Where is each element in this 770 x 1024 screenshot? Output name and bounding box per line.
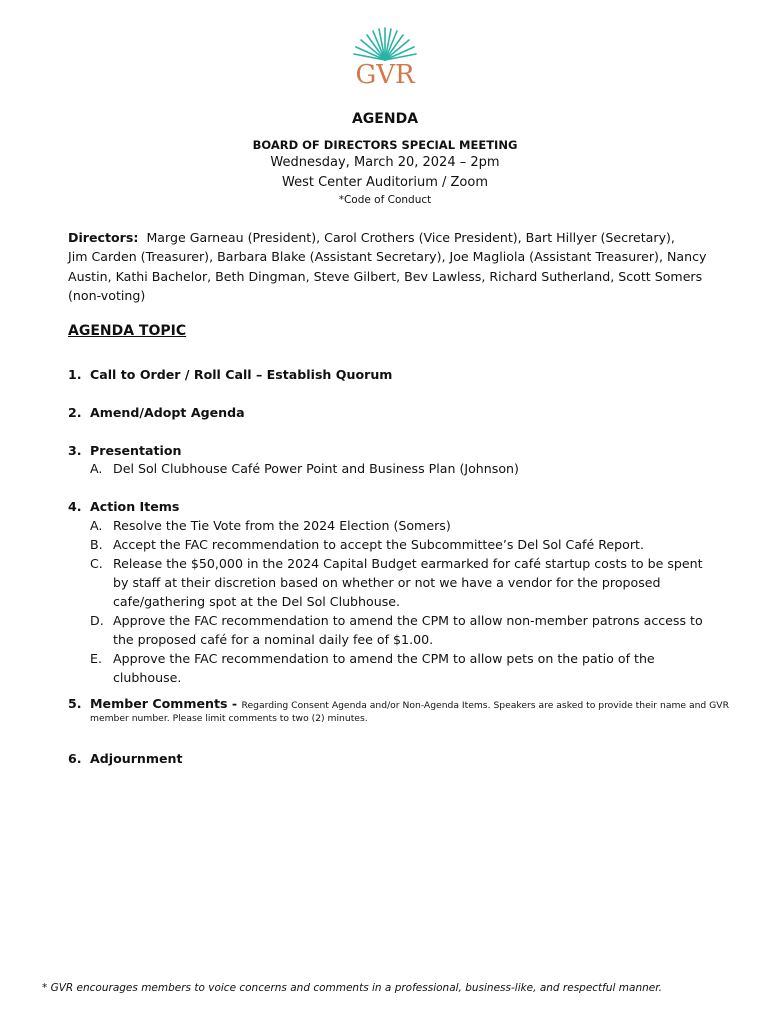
directors-line-2: Jim Carden (Treasurer), Barbara Blake (Assistant Secretary), Joe Magliola (Assistant Treasurer), Nancy (68, 249, 707, 265)
sub-item-4e (90, 649, 720, 687)
item-title: Action Items (90, 499, 180, 514)
agenda-item-6 (68, 749, 183, 768)
agenda-item-2 (68, 403, 245, 422)
sub-item-4d (90, 611, 720, 649)
agenda-topic-heading: AGENDA TOPIC (68, 323, 187, 339)
directors-line-4: (non-voting) (68, 287, 146, 303)
sub-item-text: Accept the FAC recommendation to accept the Subcommittee’s Del Sol Café Report. (113, 537, 644, 552)
item-title: Member Comments - (90, 696, 238, 711)
directors-line-1: Marge Garneau (President), Carol Crothers (Vice President), Bart Hillyer (Secretary), (146, 230, 675, 245)
item-number: 2. (68, 405, 82, 420)
member-comments-note: Regarding Consent Agenda and/or Non-Agenda Items. Speakers are asked to provide their name and GVR (241, 700, 729, 711)
sub-item-text: Del Sol Clubhouse Café Power Point and Business Plan (Johnson) (113, 461, 519, 476)
agenda-item-5 (68, 694, 748, 715)
meeting-name: BOARD OF DIRECTORS SPECIAL MEETING (252, 138, 518, 152)
item-number: 3. (68, 443, 82, 458)
item-title: Presentation (90, 443, 182, 458)
item-number: 5. (68, 696, 82, 711)
sub-item-letter: E. (90, 651, 102, 666)
sub-item-text: Resolve the Tie Vote from the 2024 Election (Somers) (113, 518, 451, 533)
item-title: Call to Order / Roll Call – Establish Quorum (90, 367, 393, 382)
item-title: Adjournment (90, 751, 183, 766)
member-comments-note-line-2: member number. Please limit comments to two (2) minutes. (90, 713, 368, 724)
agenda-item-3 (68, 441, 181, 460)
logo-text: GVR (355, 60, 415, 90)
sub-item-4b (90, 535, 720, 554)
sub-item-4a (90, 516, 720, 535)
item-number: 4. (68, 499, 82, 514)
item-number: 6. (68, 751, 82, 766)
item-number: 1. (68, 367, 82, 382)
sub-item-letter: D. (90, 613, 104, 628)
sub-item-letter: B. (90, 537, 103, 552)
sub-item-4c (90, 554, 720, 611)
sub-item-text: Approve the FAC recommendation to amend the CPM to allow non-member patrons access to the proposed café for a nominal daily fee of $1.00. (113, 613, 703, 648)
agenda-item-4 (68, 497, 179, 516)
footer-note: * GVR encourages members to voice concerns and comments in a professional, business-like, and respectful manner. (42, 982, 662, 994)
item-title: Amend/Adopt Agenda (90, 405, 245, 420)
meeting-location: West Center Auditorium / Zoom (281, 175, 488, 190)
sub-item-letter: A. (90, 518, 103, 533)
agenda-item-1 (68, 365, 392, 384)
sub-item-letter: A. (90, 461, 103, 476)
directors-paragraph: Directors: Marge Garneau (President), Carol Crothers (Vice President), Bart Hillyer (Secretary), Jim Carden (Treasurer), Barbara Blake (Assistant Secretary), Joe Magliola (Assistant Treasurer), Nancy Austin, Kathi Bachelor, Beth Dingman, Steve Gilbert, Bev Lawless, Richard Sutherland, Scott Somers (non-voting) (68, 228, 708, 305)
sub-item-text: Approve the FAC recommendation to amend the CPM to allow pets on the patio of the clubhouse. (113, 651, 655, 686)
code-of-conduct-note: *Code of Conduct (338, 194, 432, 206)
sub-item-letter: C. (90, 556, 103, 571)
sub-item-3a (90, 459, 720, 478)
directors-label: Directors (68, 230, 134, 245)
directors-line-3: Austin, Kathi Bachelor, Beth Dingman, Steve Gilbert, Bev Lawless, Richard Sutherland, Scott Somers (68, 268, 703, 284)
page-title: AGENDA (351, 111, 419, 127)
meeting-date: Wednesday, March 20, 2024 – 2pm (270, 155, 500, 170)
sub-item-text: Release the $50,000 in the 2024 Capital Budget earmarked for café startup costs to be spent by staff at their discretion based on whether or not we have a vendor for the proposed cafe/gathering spot at the Del Sol Clubhouse. (113, 556, 703, 610)
